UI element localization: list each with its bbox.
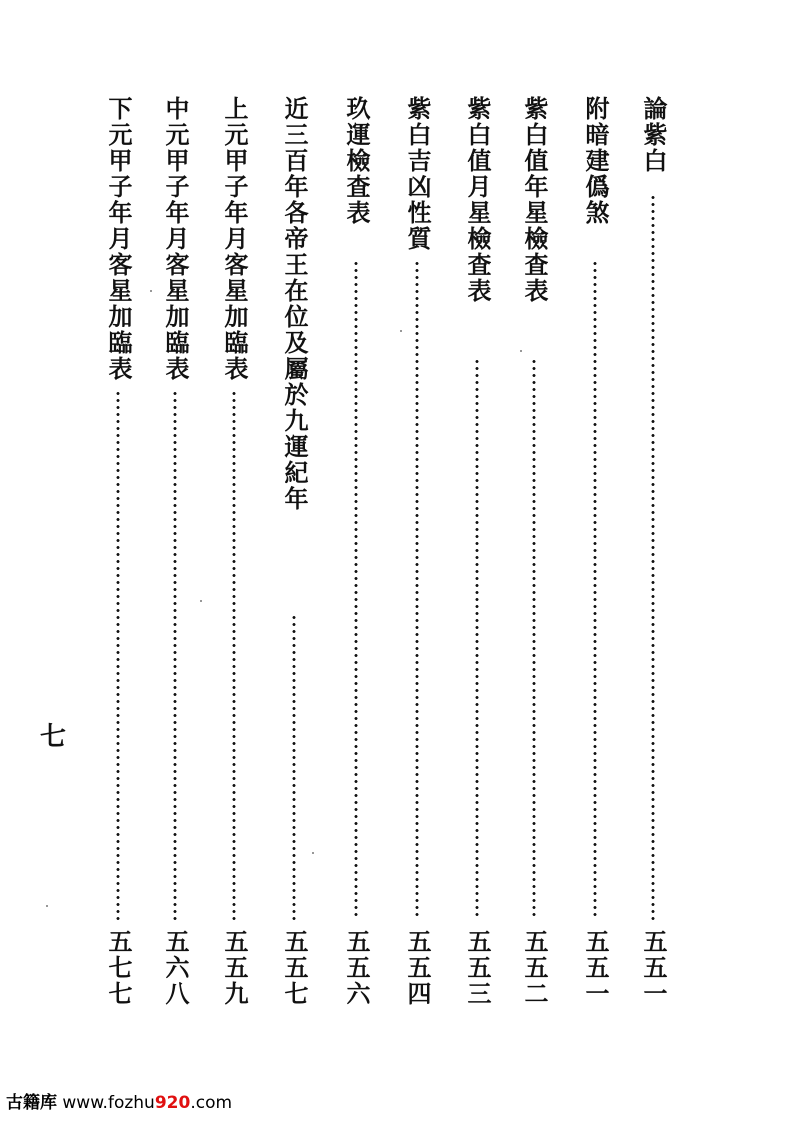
- toc-entry-page: 五五四: [403, 929, 432, 1007]
- watermark-url: [62, 1093, 232, 1113]
- toc-entry-title: 近三百年各帝王在位及屬於九運紀年: [280, 96, 309, 512]
- toc-entry-page: 五五三: [463, 929, 492, 1007]
- dot-leader: [651, 194, 655, 920]
- toc-entry: [159, 96, 191, 1016]
- toc-entry-title: 下元甲子年月客星加臨表: [104, 96, 133, 382]
- toc-entry-page: 五五二: [520, 929, 549, 1007]
- toc-entry-title: 論紫白: [639, 96, 668, 174]
- scan-speck: [520, 350, 522, 352]
- folio-number: 七: [40, 722, 67, 752]
- dot-leader: [116, 390, 120, 920]
- toc-entry: [579, 96, 611, 1016]
- toc-entry-title: 玖運檢査表: [342, 96, 371, 226]
- dot-leader: [593, 260, 597, 920]
- watermark-site-name: 古籍库: [6, 1093, 57, 1113]
- toc-entry-page: 五七七: [104, 929, 133, 1007]
- toc-entry: [278, 96, 310, 1016]
- dot-leader: [354, 260, 358, 920]
- toc-entry-title: 附暗建僞煞: [581, 96, 610, 226]
- toc-entry-title: 紫白值月星檢査表: [463, 96, 492, 304]
- toc-entry: [461, 96, 493, 1016]
- toc-entry-title: 紫白值年星檢査表: [520, 96, 549, 304]
- scan-speck: [46, 905, 48, 907]
- watermark-url-prefix: www.fozhu: [62, 1093, 155, 1113]
- toc-entry-page: 五五一: [639, 929, 668, 1007]
- scan-speck: [200, 600, 202, 602]
- dot-leader: [532, 358, 536, 920]
- toc-entry: [218, 96, 250, 1016]
- scan-speck: [150, 290, 152, 292]
- dot-leader: [475, 358, 479, 920]
- watermark: [6, 1088, 232, 1113]
- watermark-url-suffix: .com: [190, 1093, 233, 1113]
- toc-entry-page: 五五七: [280, 929, 309, 1007]
- toc-entry-page: 五六八: [161, 929, 190, 1007]
- toc-entry-page: 五五六: [342, 929, 371, 1007]
- toc-entry: [518, 96, 550, 1016]
- scan-speck: [312, 852, 314, 854]
- toc-entry-page: 五五一: [581, 929, 610, 1007]
- watermark-url-number: 920: [154, 1093, 191, 1113]
- toc-entry-title: 紫白吉凶性質: [403, 96, 432, 252]
- toc-entry: [401, 96, 433, 1016]
- dot-leader: [232, 390, 236, 920]
- dot-leader: [173, 390, 177, 920]
- dot-leader: [292, 614, 296, 920]
- toc-entry-page: 五五九: [220, 929, 249, 1007]
- toc-entry-title: 上元甲子年月客星加臨表: [220, 96, 249, 382]
- dot-leader: [415, 260, 419, 920]
- toc-entry: [102, 96, 134, 1016]
- toc-entry: [637, 96, 669, 1016]
- toc-entry: [340, 96, 372, 1016]
- scan-speck: [400, 330, 402, 332]
- toc-entry-title: 中元甲子年月客星加臨表: [161, 96, 190, 382]
